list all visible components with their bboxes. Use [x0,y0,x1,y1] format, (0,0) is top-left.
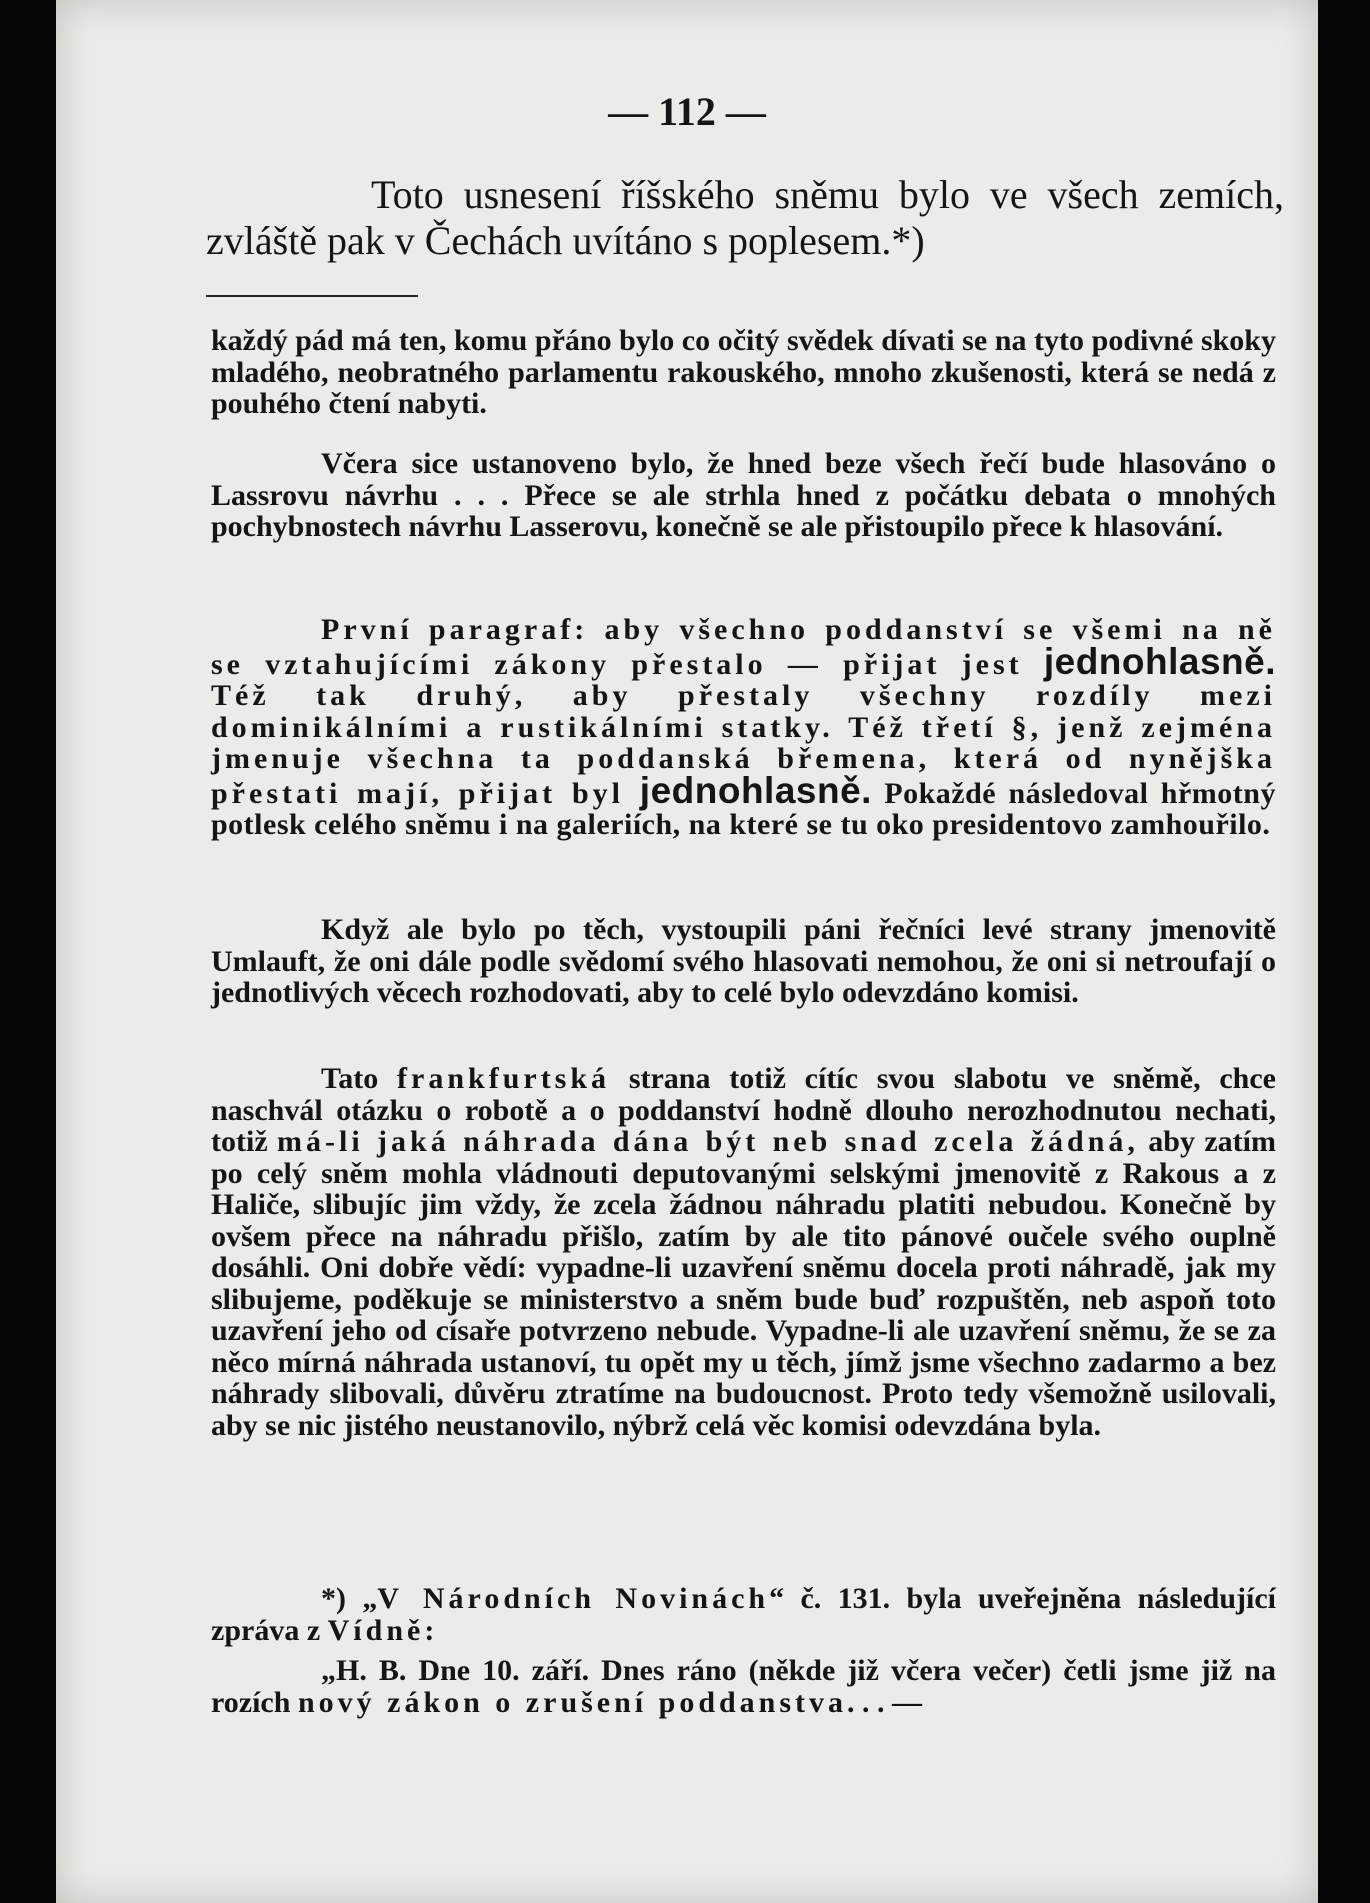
footnote-part-a: *) „ [321,1582,378,1615]
paragraph-5-part-a: Tato [321,1062,398,1095]
paragraph-1: každý pád má ten, komu přáno bylo co očitý svědek dívati se na tyto podivné skoky mladého, neobratného parlamentu rakouského, mnoho zkušenosti, která se nedá z pouhého čtení nabyti. [211,324,1276,420]
footnote-part-c: “ č. 131. byla uveřejněna následující zpráva z [211,1582,1276,1647]
paragraph-5-spaced-2: má-li jaká náhrada dána být neb snad zcela žádná, [277,1125,1139,1158]
lead-paragraph: Toto usnesení říšského sněmu bylo ve všech zemích, zvláště pak v Čechách uvítáno s poplesem.*) [206,172,1284,263]
paragraph-5 [211,1063,1276,1441]
paragraph-3-emphasis-2: jednohlasně. [639,769,872,811]
footnote-rule [206,295,418,297]
paragraph-2: Včera sice ustanoveno bylo, že hned beze všech řečí bude hlasováno o Lassrovu návrhu . . . Přece se ale strhla hned z počátku debata o mnohých pochybnostech návrhu Lasserovu, konečně se ale přistoupilo přece k hlasování. [211,447,1276,543]
paragraph-3-emphasis-1: jednohlasně. [1043,640,1276,682]
paragraph-3 [211,614,1276,841]
footnote-city: Vídně [327,1613,425,1647]
paragraph-5-spaced-1: frankfurtská [397,1062,611,1095]
quote-spaced: nový zákon o zrušení poddanstva [297,1685,848,1719]
paragraph-3-part-c: Též tak druhý, aby přestaly všechny rozdíly mezi dominikálními a rustikálními statky. Též třetí §, jenž zejména jmenuje všechna ta poddanská břemena, která od nynějška přestati mají, přijat byl [211,679,1276,810]
paragraph-3-part-e: Pokaždé následoval hřmotný potlesk celého sněmu i na galeriích, na které se tu oko presidentovo zamhouřilo. [211,776,1276,841]
book-page [56,0,1318,1903]
scan-border-right [1318,0,1370,1903]
footnote-newspaper-name: V Národních Novinách [377,1582,770,1615]
paragraph-3-part-a: První paragraf: aby všechno poddanství se všemi na ně se vztahujícími zákony přestalo — přijat jest [211,613,1276,681]
footnote-part-e: : [424,1613,435,1647]
paragraph-5-part-c: strana totiž cítíc svou slabotu ve sněmě, chce naschvál otázku o robotě a o poddanství hodně dlouho nerozhodnutou nechati, totiž [211,1062,1276,1158]
footnote-paragraph [211,1583,1276,1646]
paragraph-4: Když ale bylo po těch, vystoupili páni řečníci levé strany jmenovitě Umlauft, že oni dále podle svědomí svého hlasovati nemohou, že oni si netroufají o jednotlivých věcech rozhodovati, aby to celé bylo odevzdáno komisi. [211,913,1276,1009]
quote-part-a: „H. B. Dne 10. září. Dnes ráno (někde již včera večer) četli jsme již na rozích [211,1654,1276,1719]
scan-border-left [0,0,56,1903]
quote-paragraph [211,1655,1276,1718]
quote-part-c: . . . — [847,1685,923,1719]
page-number: — 112 — [608,89,766,134]
paragraph-5-part-e: aby zatím po celý sněm mohla vládnouti deputovanými selskými jmenovitě z Rakous a z Haliče, slibujíc jim vždy, že zcela žádnou náhradu platiti nebudou. Konečně by ovšem přece na náhradu přišlo, zatím by ale tito pánové oučele svého ouplně dosáhli. Oni dobře vědí: vypadne-li uzavření sněmu docela proti náhradě, jak my slibujeme, poděkuje se ministerstvo a sněm bude buď rozpuštěn, neb aspoň toto uzavření jeho od císaře potvrzeno nebude. Vypadne-li ale uzavření sněmu, že se za něco mírná náhrada ustanoví, tu opět my u těch, jímž jsme všechno zadarmo a bez náhrady slibovali, důvěru ztratíme na budoucnost. Proto tedy všemožně usilovali, aby se nic jistého neustanovilo, nýbrž celá věc komisi odevzdána byla. [211,1125,1276,1442]
